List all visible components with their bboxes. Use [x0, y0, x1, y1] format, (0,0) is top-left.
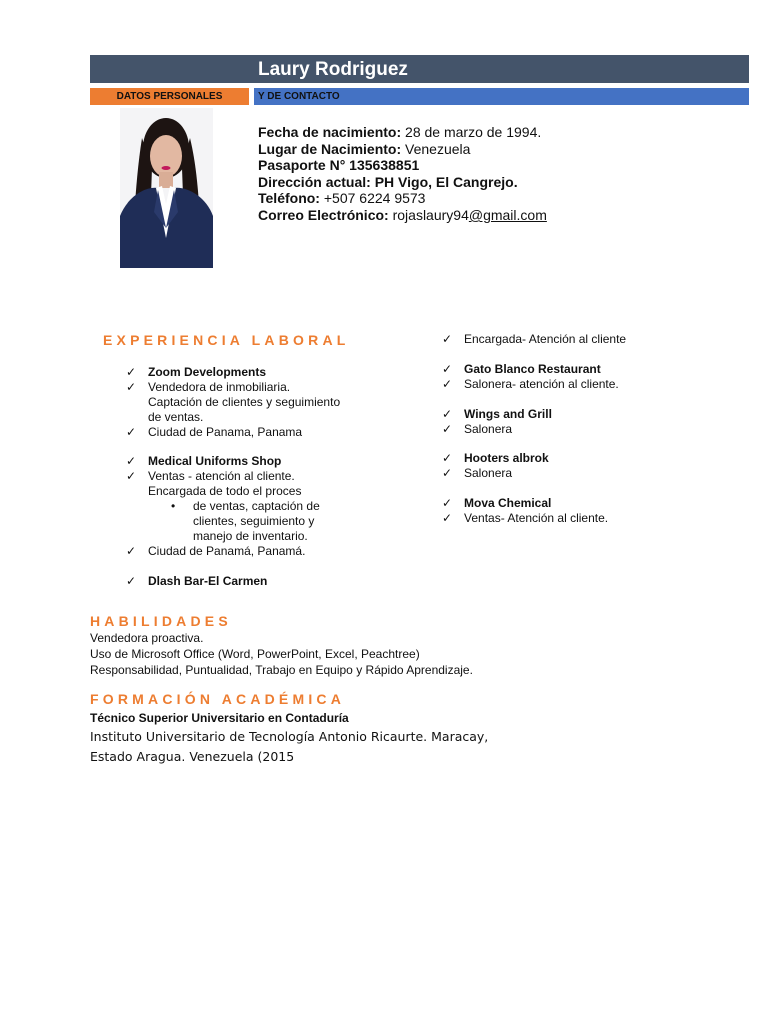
job-zoom-location: Ciudad de Panama, Panama [148, 425, 303, 439]
birth-date-label: Fecha de nacimiento: [258, 124, 402, 140]
job-medical-detail: manejo de inventario. [193, 529, 308, 543]
job-medical-detail: clientes, seguimiento y [193, 514, 315, 528]
check-icon: ✓ [126, 454, 137, 468]
birth-place-label: Lugar de Nacimiento: [258, 140, 402, 157]
section-tab-personal-label: DATOS PERSONALES [116, 91, 223, 102]
job-gato-detail: Salonera- atención al cliente. [464, 377, 619, 391]
job-dlash-title: Dlash Bar-El Carmen [148, 574, 268, 588]
job-medical-detail: de ventas, captación de [193, 499, 320, 513]
job-medical-detail: Encargada de todo el proces [148, 484, 302, 498]
check-icon: ✓ [126, 544, 137, 558]
check-icon: ✓ [126, 469, 137, 483]
candidate-name: Laury Rodriguez [258, 59, 408, 80]
job-medical-location: Ciudad de Panamá, Panamá. [148, 544, 306, 558]
section-tab-contact-label: Y DE CONTACTO [258, 91, 340, 102]
job-zoom-detail: Captación de clientes y seguimiento [148, 395, 341, 409]
name-banner [90, 55, 749, 83]
job-wings-detail: Salonera [464, 422, 513, 436]
check-icon: ✓ [442, 332, 453, 346]
address-text: Dirección actual: PH Vigo, El Cangrejo. [258, 173, 518, 190]
job-zoom-detail: Vendedora de inmobiliaria. [148, 380, 291, 394]
birth-place-value: Venezuela [401, 140, 471, 157]
check-icon: ✓ [126, 574, 137, 588]
experience-section-title: EXPERIENCIA LABORAL [103, 332, 350, 348]
email-line [258, 207, 547, 224]
check-icon: ✓ [126, 365, 137, 379]
job-zoom-detail: de ventas. [148, 410, 204, 424]
education-degree: Técnico Superior Universitario en Contaduría [90, 711, 349, 725]
education-section-title: FORMACIÓN ACADÉMICA [90, 691, 346, 707]
phone-value: +507 6224 9573 [319, 190, 426, 207]
check-icon: ✓ [442, 422, 453, 436]
job-hooters-detail: Salonera [464, 466, 513, 480]
address-line [258, 174, 518, 191]
job-mova-title: Mova Chemical [464, 496, 552, 510]
check-icon: ✓ [442, 496, 453, 510]
birth-date-line [258, 124, 541, 141]
passport-text: Pasaporte N° 135638851 [258, 157, 420, 174]
check-icon: ✓ [442, 407, 453, 421]
skill-line: Vendedora proactiva. [90, 631, 204, 645]
check-icon: ✓ [126, 425, 137, 439]
education-institution: Estado Aragua. Venezuela (2015 [90, 749, 295, 764]
birth-place-line [258, 141, 470, 158]
profile-photo [120, 108, 213, 268]
passport-line [258, 157, 419, 174]
check-icon: ✓ [442, 511, 453, 525]
skill-line: Uso de Microsoft Office (Word, PowerPoint, Excel, Peachtree) [90, 647, 420, 661]
skill-line: Responsabilidad, Puntualidad, Trabajo en Equipo y Rápido Aprendizaje. [90, 663, 473, 677]
email-link[interactable]: @gmail.com [468, 207, 547, 223]
job-mova-detail: Ventas- Atención al cliente. [464, 511, 609, 525]
job-medical-detail: Ventas - atención al cliente. [148, 469, 295, 483]
job-hooters-title: Hooters albrok [464, 451, 549, 465]
birth-date-value: 28 de marzo de 1994. [401, 124, 542, 140]
job-encargada-detail: Encargada- Atención al cliente [464, 332, 627, 346]
email-user: rojaslaury94 [388, 207, 469, 223]
check-icon: ✓ [442, 362, 453, 376]
phone-label: Teléfono: [258, 190, 320, 207]
bullet-icon: • [171, 499, 176, 513]
skills-section-title: HABILIDADES [90, 613, 232, 629]
email-label: Correo Electrónico: [258, 207, 389, 223]
profile-photo-illustration [120, 108, 213, 268]
check-icon: ✓ [126, 380, 137, 394]
education-institution: Instituto Universitario de Tecnología Antonio Ricaurte. Maracay, [90, 729, 489, 744]
job-gato-title: Gato Blanco Restaurant [464, 362, 601, 376]
check-icon: ✓ [442, 451, 453, 465]
phone-line [258, 190, 425, 207]
check-icon: ✓ [442, 466, 453, 480]
job-medical-title: Medical Uniforms Shop [148, 454, 282, 468]
check-icon: ✓ [442, 377, 453, 391]
job-wings-title: Wings and Grill [464, 407, 552, 421]
job-zoom-title: Zoom Developments [148, 365, 267, 379]
experience-right-column [442, 332, 742, 532]
experience-left-column [126, 365, 416, 595]
